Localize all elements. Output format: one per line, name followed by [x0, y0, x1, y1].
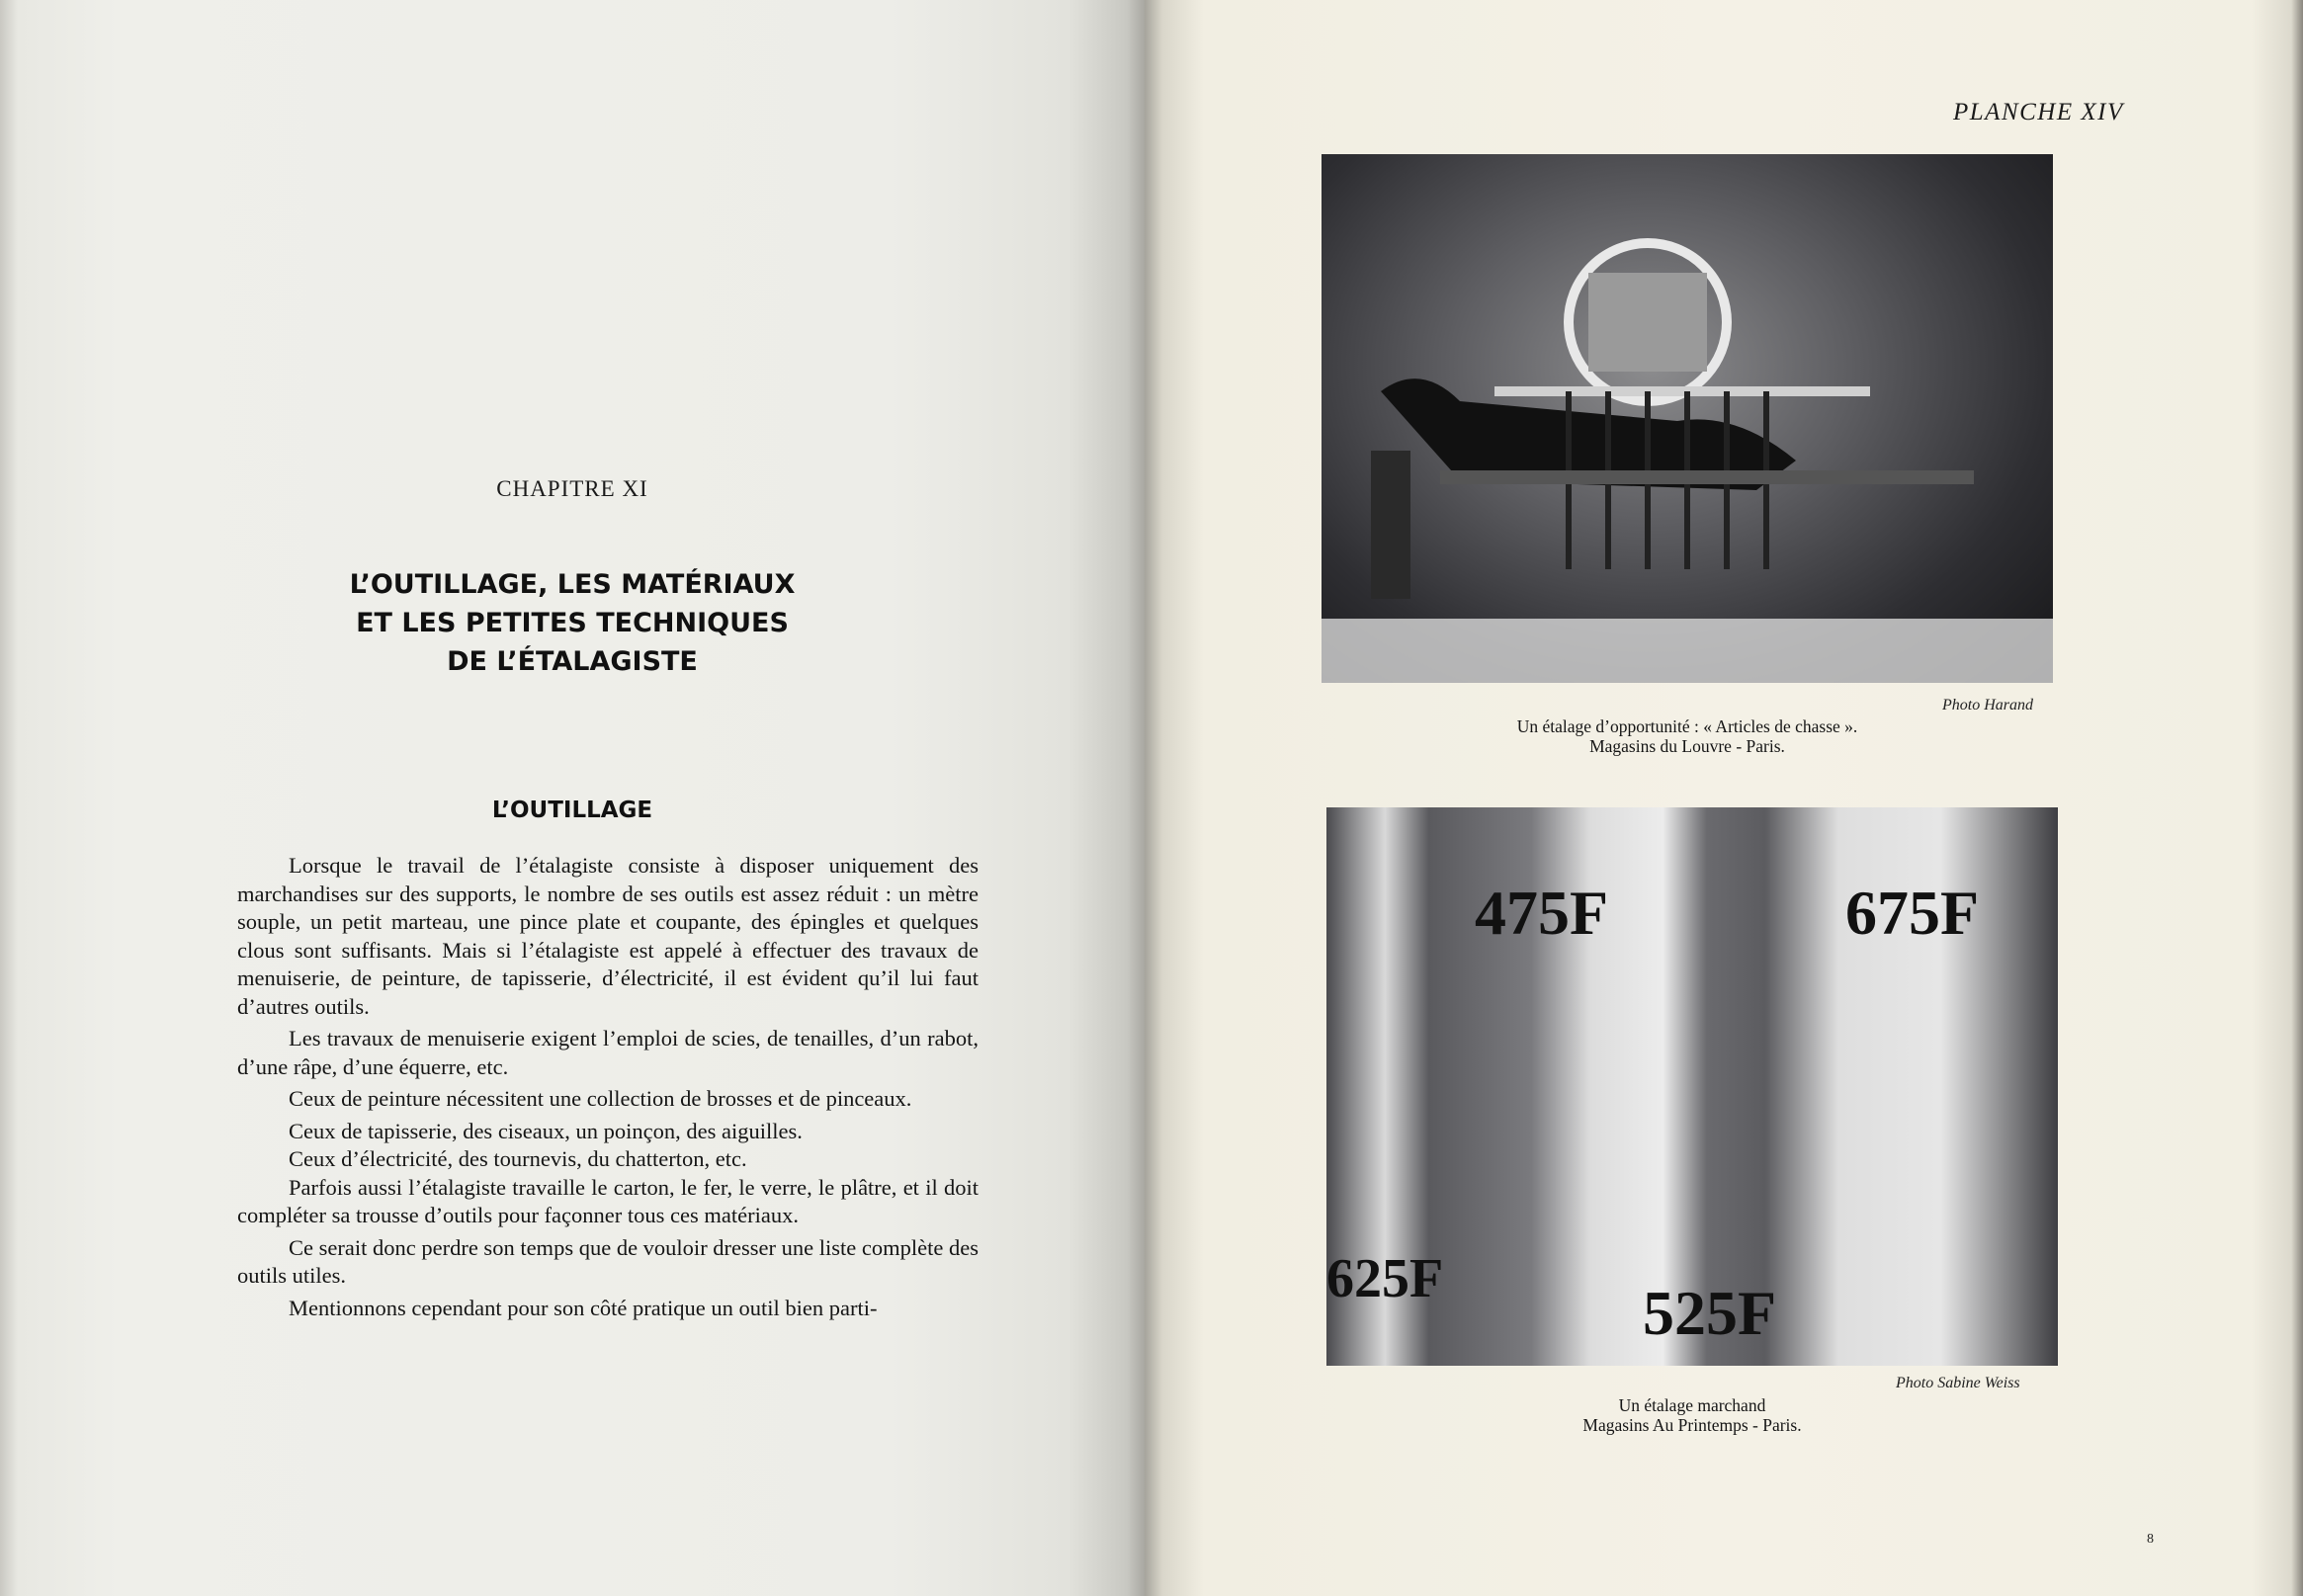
photo1-credit: Photo Harand [1942, 697, 2033, 714]
paragraph: Ceux de tapisserie, des ciseaux, un poinçon, des aiguilles. [289, 1118, 803, 1143]
photo1-caption [1322, 716, 2053, 756]
plate-label: PLANCHE XIV [1953, 99, 2124, 126]
price-sign: 675F [1845, 878, 1980, 948]
chapter-label: CHAPITRE XI [496, 476, 648, 501]
paragraph: Ceux de peinture nécessitent une collection de brosses et de pinceaux. [289, 1086, 912, 1111]
paragraph: Mentionnons cependant pour son côté pratique un outil bien parti- [289, 1295, 878, 1320]
body-text [237, 852, 979, 1326]
chapter-title-line: L’OUTILLAGE, LES MATÉRIAUX [349, 569, 796, 600]
section-heading: L’OUTILLAGE [491, 798, 653, 823]
price-sign: 525F [1643, 1278, 1777, 1348]
photo2-caption [1326, 1395, 2058, 1435]
paragraph: Parfois aussi l’étalagiste travaille le carton, le fer, le verre, le plâtre, et il doit compléter sa trousse d’outils pour façonner tous ces matériaux. [237, 1174, 979, 1227]
price-sign: 625F [1326, 1248, 1444, 1309]
chapter-title [0, 565, 1145, 681]
photo2-caption-line: Magasins Au Printemps - Paris. [1582, 1415, 1802, 1435]
left-page [0, 0, 1145, 1596]
photo2-caption-line: Un étalage marchand [1618, 1395, 1766, 1415]
photo-hunting-display [1322, 154, 2053, 683]
photo2-credit: Photo Sabine Weiss [1896, 1375, 2020, 1391]
hunting-display-illustration [1322, 154, 2053, 683]
paragraph: Ce serait donc perdre son temps que de vouloir dresser une liste complète des outils utiles. [237, 1234, 979, 1288]
page-number: 8 [2147, 1532, 2154, 1547]
paragraph: Ceux d’électricité, des tournevis, du chatterton, etc. [289, 1146, 747, 1171]
price-sign: 475F [1475, 878, 1609, 948]
chapter-title-line: ET LES PETITES TECHNIQUES [356, 608, 789, 638]
photo1-caption-line: Un étalage d’opportunité : « Articles de chasse ». [1516, 716, 1858, 736]
photo-merchandise-display [1326, 807, 2058, 1366]
photo1-caption-line: Magasins du Louvre - Paris. [1589, 736, 1785, 756]
chapter-title-line: DE L’ÉTALAGISTE [447, 646, 698, 677]
paragraph: Lorsque le travail de l’étalagiste consiste à disposer uniquement des marchandises sur des supports, le nombre de ses outils est assez réduit : un mètre souple, un petit marteau, une pince plate et coupante, des épingles et quelques clous sont suffisants. Mais si l’étalagiste est appelé à effectuer des travaux de menuiserie, de peinture, de tapisserie, d’électricité, il est évident qu’il lui faut d’autres outils. [237, 853, 979, 1019]
paragraph: Les travaux de menuiserie exigent l’emploi de scies, de tenailles, d’un rabot, d’une râpe, d’une équerre, etc. [237, 1026, 979, 1079]
